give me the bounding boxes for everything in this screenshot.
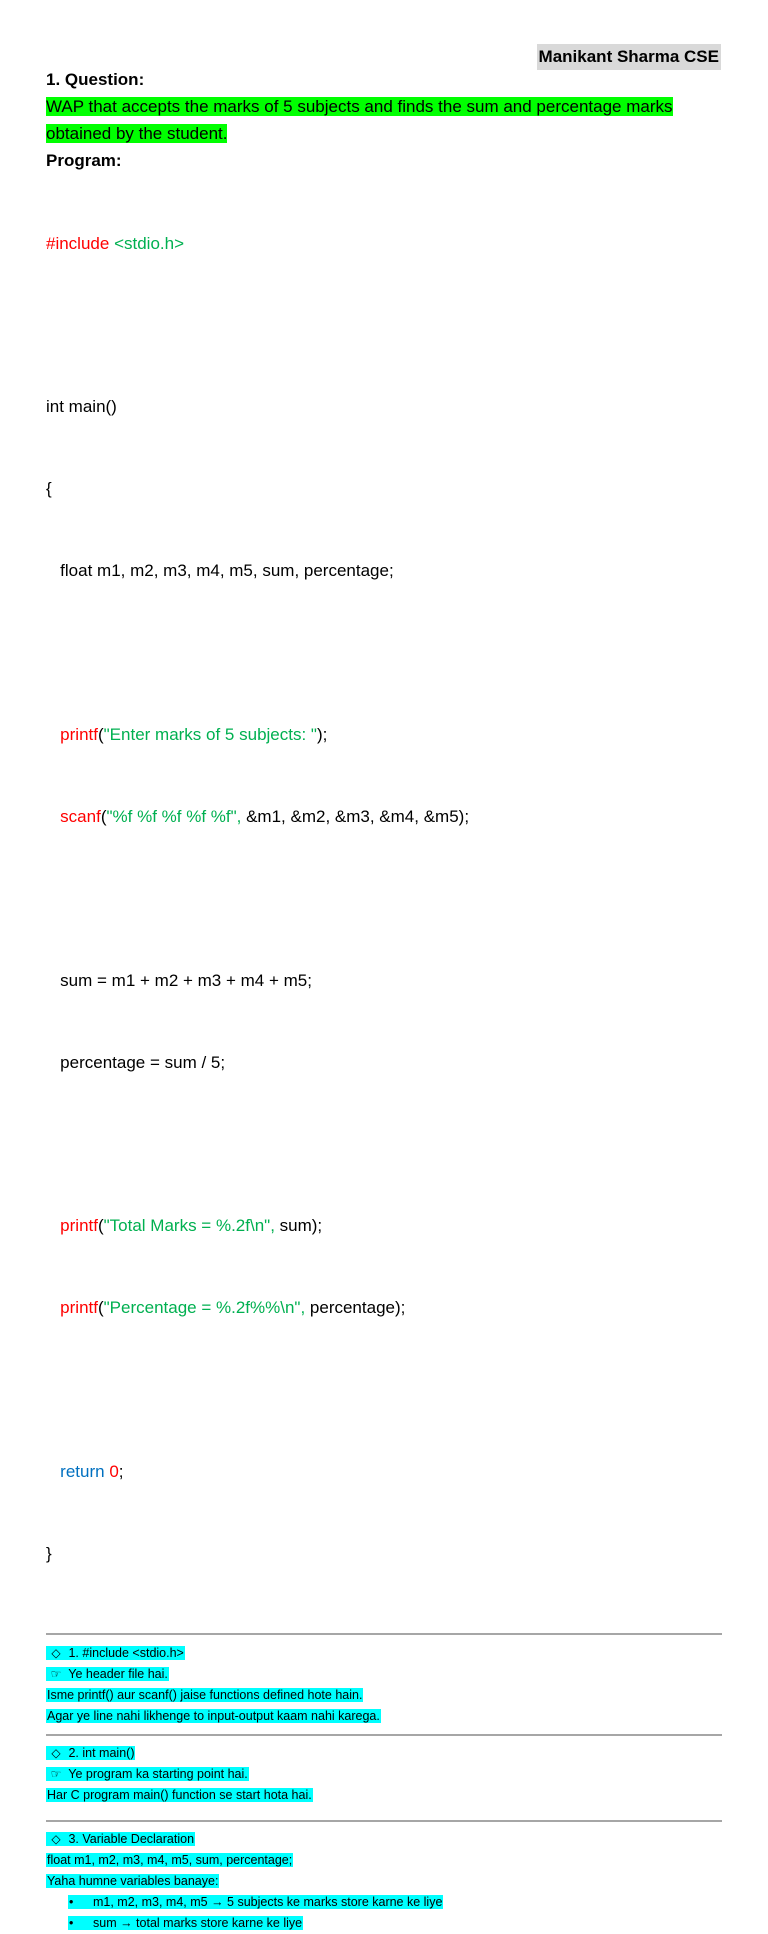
code-line-main: int main(): [46, 397, 117, 417]
diamond-icon: ◇: [51, 1745, 61, 1760]
note-line: [46, 1764, 722, 1785]
printf-end: );: [316, 724, 328, 744]
printf-string: "Enter marks of 5 subjects: ": [103, 724, 317, 744]
note-line: [46, 1685, 722, 1706]
code-line-brace-close: }: [46, 1543, 52, 1563]
diamond-icon: ◇: [51, 1645, 61, 1660]
return-keyword: return: [60, 1461, 105, 1481]
code-line-printf1: printf("Enter marks of 5 subjects: ");: [60, 724, 328, 744]
printf-end: sum);: [274, 1216, 323, 1236]
code-line-scanf: scanf("%f %f %f %f %f", &m1, &m2, &m3, &m4, &m5);: [60, 806, 470, 826]
bullet-text: sum → total marks store karne ke liye: [93, 1915, 303, 1930]
bullet-item: [46, 1892, 722, 1913]
note-line-text: Ye program ka starting point hai.: [68, 1766, 248, 1781]
scanf-keyword: scanf: [60, 806, 101, 826]
include-library: <stdio.h>: [114, 233, 185, 253]
note-line: [46, 1850, 722, 1871]
note-heading-text: 1. #include <stdio.h>: [68, 1645, 184, 1660]
code-line-return: [46, 1458, 722, 1485]
author-name: Manikant Sharma CSE: [537, 44, 721, 70]
note-line-text: Isme printf() aur scanf() jaise functions defined hote hain.: [47, 1687, 363, 1702]
note-line: [46, 1785, 722, 1806]
return-value: 0: [109, 1461, 119, 1481]
note-heading: [46, 1643, 722, 1664]
note-line: [46, 1871, 722, 1892]
code-line-printf2: printf("Total Marks = %.2f\n", sum);: [60, 1216, 323, 1236]
note-line-text: Agar ye line nahi likhenge to input-output kaam nahi karega.: [47, 1708, 380, 1723]
question-text: [46, 93, 722, 147]
return-end: ;: [118, 1461, 124, 1481]
code-line-blank: [46, 885, 722, 912]
code-line-blank: [46, 311, 722, 338]
code-line-decl: [46, 557, 722, 584]
code-line-include: [46, 230, 722, 257]
printf-end: percentage);: [305, 1298, 406, 1318]
printf-string: "Total Marks = %.2f\n",: [103, 1216, 275, 1236]
printf-keyword: printf: [60, 1298, 98, 1318]
code-line-printf3: printf("Percentage = %.2f%%\n", percentage);: [60, 1298, 406, 1318]
note-line-text: Har C program main() function se start hota hai.: [47, 1787, 312, 1802]
code-line-pct: [46, 1049, 722, 1076]
note-line-text: float m1, m2, m3, m4, m5, sum, percentage;: [47, 1852, 293, 1867]
printf-string: "Percentage = %.2f%%\n",: [103, 1298, 306, 1318]
bullet-icon: •: [69, 1894, 74, 1909]
question-highlight: WAP that accepts the marks of 5 subjects and finds the sum and percentage marks obtained by the student.: [46, 97, 673, 143]
bullet-text: m1, m2, m3, m4, m5 → 5 subjects ke marks store karne ke liye: [93, 1894, 443, 1909]
printf-keyword: printf: [60, 1216, 98, 1236]
sum-line: sum = m1 + m2 + m3 + m4 + m5;: [60, 970, 312, 990]
include-keyword: #include: [46, 233, 110, 253]
note-heading-text: 2. int main(): [68, 1745, 135, 1760]
note-line-text: Yaha humne variables banaye:: [47, 1873, 219, 1888]
printf-keyword: printf: [60, 724, 98, 744]
code-line-blank: [46, 1130, 722, 1157]
document-content: [46, 67, 722, 1934]
note-section-2: [46, 1736, 722, 1820]
declaration-text: float m1, m2, m3, m4, m5, sum, percentage;: [60, 561, 394, 581]
note-line: [46, 1706, 722, 1727]
scanf-args: &m1, &m2, &m3, &m4, &m5);: [241, 806, 470, 826]
note-heading-text: 3. Variable Declaration: [68, 1831, 195, 1846]
question-title: 1. Question:: [46, 70, 145, 89]
note-section-3: [46, 1822, 722, 1934]
note-heading: [46, 1743, 722, 1764]
code-line-blank: [46, 639, 722, 666]
code-line-sum: [46, 967, 722, 994]
pointing-hand-icon: ☞: [50, 1666, 62, 1681]
program-title: Program:: [46, 151, 122, 170]
pointing-hand-icon: ☞: [50, 1766, 62, 1781]
percentage-line: percentage = sum / 5;: [60, 1052, 226, 1072]
scanf-string: "%f %f %f %f %f",: [106, 806, 242, 826]
note-line: [46, 1664, 722, 1685]
note-section-1: [46, 1635, 722, 1734]
diamond-icon: ◇: [51, 1831, 61, 1846]
bullet-item: [46, 1913, 722, 1934]
code-line-blank: [46, 1376, 722, 1403]
code-line-brace-open: {: [46, 479, 52, 499]
note-heading: [46, 1829, 722, 1850]
code-block: [46, 175, 722, 1622]
bullet-icon: •: [69, 1915, 74, 1930]
note-line-text: Ye header file hai.: [68, 1666, 168, 1681]
